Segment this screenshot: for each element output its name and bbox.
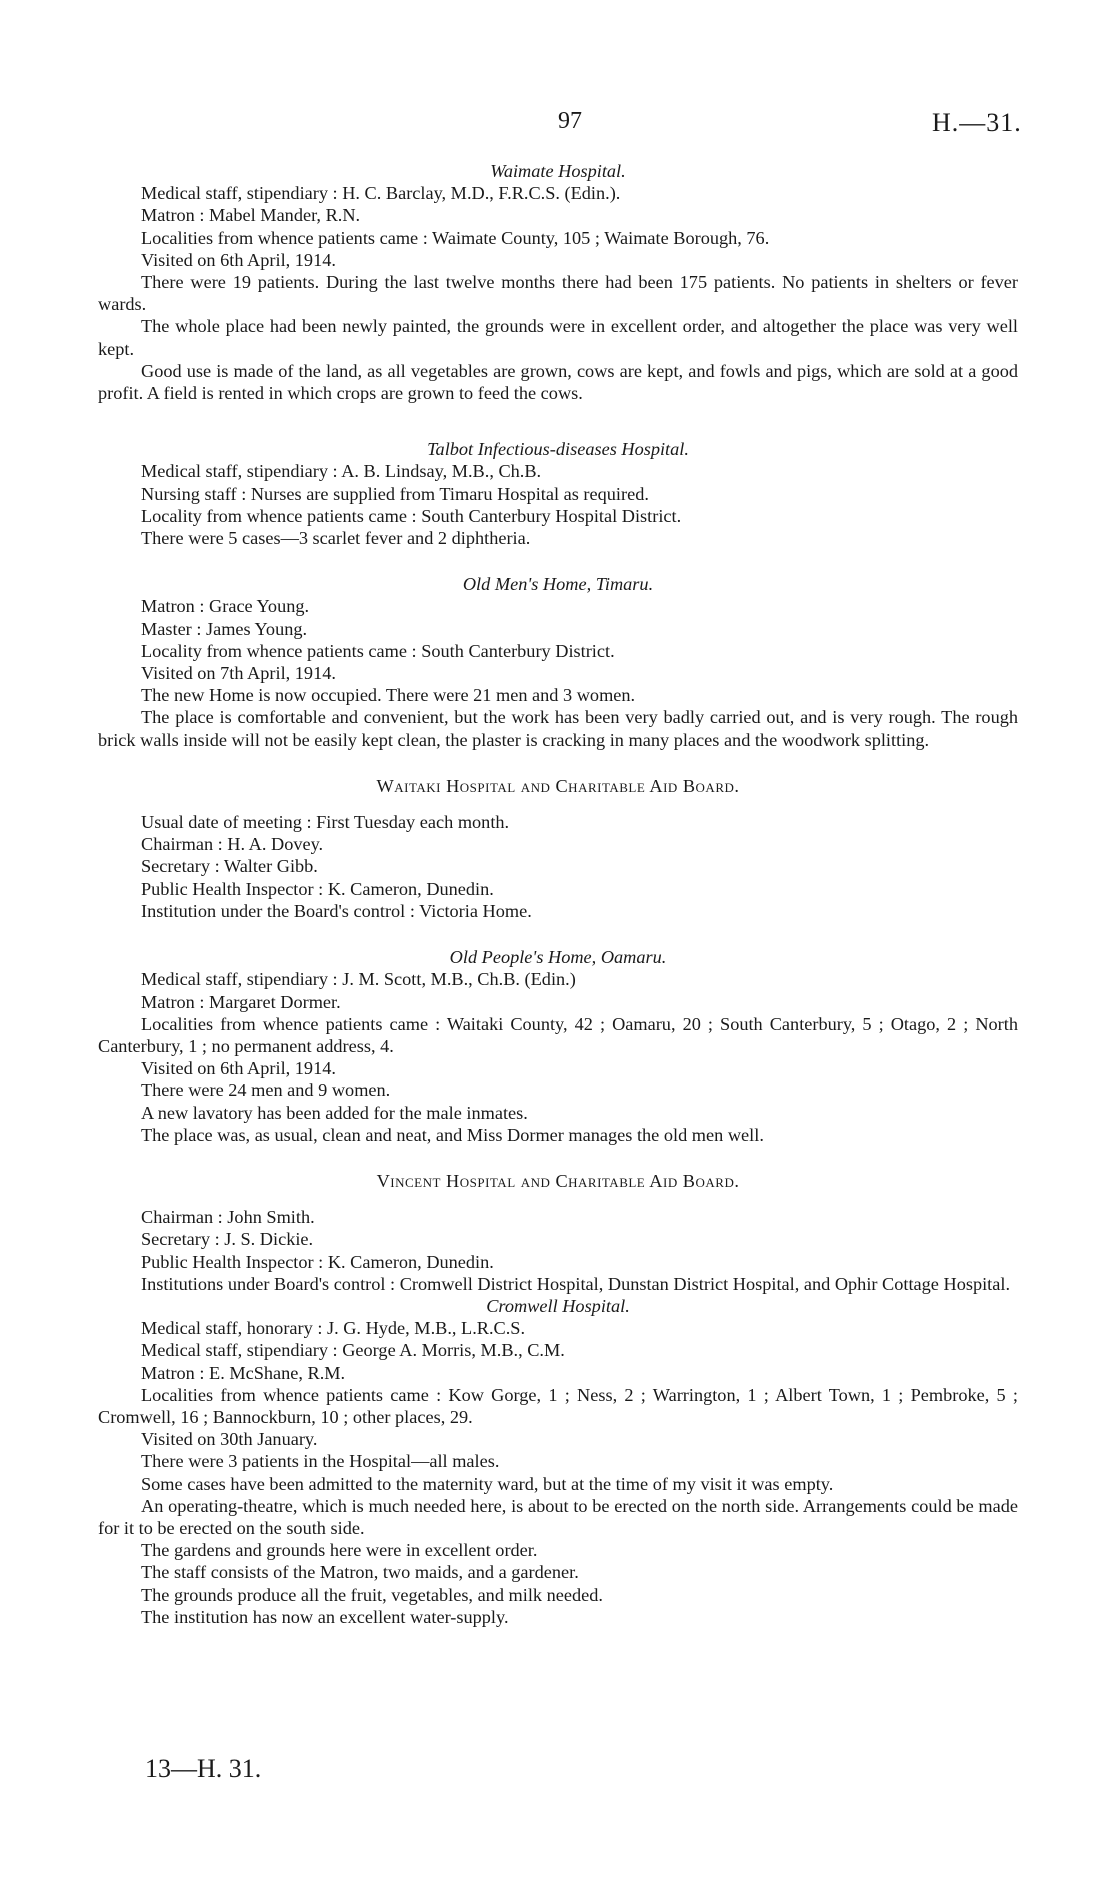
cromwell-stipendiary: Medical staff, stipendiary : George A. Morris, M.B., C.M. [141,1340,565,1361]
waimate-staff: Medical staff, stipendiary : H. C. Barclay, M.D., F.R.C.S. (Edin.). [141,183,621,204]
vincent-institutions: Institutions under Board's control : Cromwell District Hospital, Dunstan District Hospital, and Ophir Cottage Hospital. [141,1273,1011,1294]
cromwell-water: The institution has now an excellent water-supply. [141,1606,509,1627]
waimate-visited: Visited on 6th April, 1914. [141,249,336,270]
old-mens-home-master: Master : James Young. [141,618,308,639]
section-title-old-peoples-home: Old People's Home, Oamaru. [449,947,667,968]
waimate-matron: Matron : Mabel Mander, R.N. [141,205,361,226]
vincent-inspector: Public Health Inspector : K. Cameron, Dunedin. [141,1251,494,1272]
section-title-waimate: Waimate Hospital. [490,161,626,181]
cromwell-localities: Localities from whence patients came : Kow Gorge, 1 ; Ness, 2 ; Warrington, 1 ; Albert Town, 1 ; Pembroke, 5 ; Cromwell, 16 ; Bannockburn, 10 ; other places, 29. [98,1384,1018,1427]
waimate-patients: There were 19 patients. During the last twelve months there had been 175 patients. No patients in shelters or fever wards. [98,272,1018,315]
cromwell-staff: The staff consists of the Matron, two maids, and a gardener. [141,1562,579,1583]
waitaki-secretary: Secretary : Walter Gibb. [141,856,318,877]
cromwell-matron: Matron : E. McShane, R.M. [141,1362,346,1383]
talbot-nursing: Nursing staff : Nurses are supplied from Timaru Hospital as required. [141,483,649,504]
vincent-chairman: Chairman : John Smith. [141,1207,315,1228]
cromwell-theatre: An operating-theatre, which is much needed here, is about to be erected on the north side. Arrangements could be made for it to be erected on the south side. [98,1495,1018,1538]
old-peoples-home-lavatory: A new lavatory has been added for the male inmates. [141,1102,528,1123]
waitaki-meeting: Usual date of meeting : First Tuesday each month. [141,812,510,833]
waimate-land: Good use is made of the land, as all vegetables are grown, cows are kept, and fowls and pigs, which are sold at a good profit. A field is rented in which crops are grown to feed the cows. [98,360,1018,404]
old-peoples-home-staff: Medical staff, stipendiary : J. M. Scott, M.B., Ch.B. (Edin.) [141,969,576,990]
section-title-vincent-board: Vincent Hospital and Charitable Aid Board. [376,1170,740,1191]
waimate-localities: Localities from whence patients came : Waimate County, 105 ; Waimate Borough, 76. [141,227,770,248]
waimate-painted: The whole place had been newly painted, the grounds were in excellent order, and altogether the place was very well kept. [98,316,1018,359]
old-mens-home-occupied: The new Home is now occupied. There were 21 men and 3 women. [141,685,636,706]
old-mens-home-comment: The place is comfortable and convenient, but the work has been very badly carried out, and is very rough. The rough brick walls inside will not be easily kept clean, the plaster is cracking in many places and the woodwork splitting. [98,707,1018,750]
talbot-locality: Locality from whence patients came : South Canterbury Hospital District. [141,505,682,526]
document-body [98,160,1018,1628]
section-title-waitaki-board: Waitaki Hospital and Charitable Aid Board. [376,775,740,796]
vincent-secretary: Secretary : J. S. Dickie. [141,1229,314,1250]
section-title-old-mens-home: Old Men's Home, Timaru. [462,574,654,595]
cromwell-honorary: Medical staff, honorary : J. G. Hyde, M.B., L.R.C.S. [141,1318,526,1339]
signature-mark: 13—H. 31. [145,1754,262,1783]
section-title-talbot: Talbot Infectious-diseases Hospital. [427,439,689,460]
cromwell-visited: Visited on 30th January. [141,1429,318,1450]
talbot-cases: There were 5 cases—3 scarlet fever and 2 diphtheria. [141,528,531,549]
old-mens-home-locality: Locality from whence patients came : South Canterbury District. [141,640,615,661]
cromwell-maternity: Some cases have been admitted to the maternity ward, but at the time of my visit it was empty. [141,1473,834,1494]
old-peoples-home-comment: The place was, as usual, clean and neat, and Miss Dormer manages the old men well. [141,1124,764,1145]
page-number: 97 [558,108,582,134]
old-peoples-home-localities: Localities from whence patients came : Waitaki County, 42 ; Oamaru, 20 ; South Canterbury, 5 ; Otago, 2 ; North Canterbury, 1 ; no permanent address, 4. [98,1013,1018,1056]
old-mens-home-visited: Visited on 7th April, 1914. [141,663,336,684]
old-peoples-home-visited: Visited on 6th April, 1914. [141,1058,336,1079]
talbot-staff: Medical staff, stipendiary : A. B. Lindsay, M.B., Ch.B. [141,461,542,482]
waitaki-chairman: Chairman : H. A. Dovey. [141,834,324,855]
page-reference: H.—31. [932,108,1022,137]
old-peoples-home-matron: Matron : Margaret Dormer. [141,991,341,1012]
cromwell-patients: There were 3 patients in the Hospital—all males. [141,1451,500,1472]
section-title-cromwell: Cromwell Hospital. [486,1295,630,1316]
cromwell-produce: The grounds produce all the fruit, vegetables, and milk needed. [141,1584,603,1605]
old-mens-home-matron: Matron : Grace Young. [141,596,310,617]
waitaki-institution: Institution under the Board's control : Victoria Home. [141,900,532,921]
old-peoples-home-inmates: There were 24 men and 9 women. [141,1080,391,1101]
waitaki-inspector: Public Health Inspector : K. Cameron, Dunedin. [141,878,494,899]
cromwell-gardens: The gardens and grounds here were in excellent order. [141,1540,538,1561]
